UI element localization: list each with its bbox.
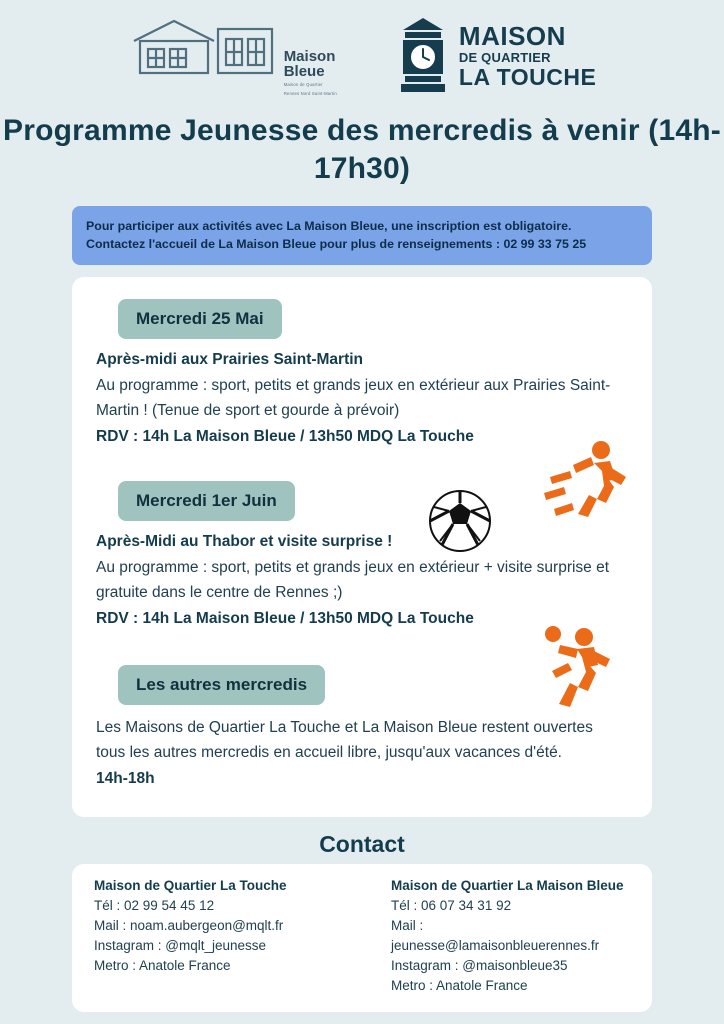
contact-2-tel: Tél : 06 07 34 31 92 bbox=[391, 898, 512, 913]
section-2-heading: Après-Midi au Thabor et visite surprise ! bbox=[96, 533, 393, 550]
section-1-body: Au programme : sport, petits et grands jeux en extérieur aux Prairies Saint-Martin ! (Tenue de sport et gourde à prévoir) bbox=[96, 377, 611, 419]
section-1-pill: Mercredi 25 Mai bbox=[118, 299, 282, 339]
maison-bleue-sub1: Maison de Quartier bbox=[283, 82, 323, 87]
section-1-rdv: RDV : 14h La Maison Bleue / 13h50 MDQ La Touche bbox=[96, 428, 474, 445]
section-3-body: Les Maisons de Quartier La Touche et La Maison Bleue restent ouvertes tous les autres mercredis en accueil libre, jusqu'aux vacances d'été. bbox=[96, 719, 593, 761]
section-2-pill: Mercredi 1er Juin bbox=[118, 481, 295, 521]
contact-1-instagram: Instagram : @mqlt_jeunesse bbox=[94, 938, 267, 953]
handball-player-icon bbox=[540, 625, 616, 711]
section-mercredi-25-mai bbox=[96, 295, 628, 449]
logo-maison-de-quartier-la-touche bbox=[397, 16, 596, 96]
programme-card bbox=[72, 277, 652, 817]
page-title: Programme Jeunesse des mercredis à venir (14h-17h30) bbox=[3, 114, 721, 185]
maison-bleue-wordmark bbox=[284, 49, 337, 97]
contact-2-mail: Mail : jeunesse@lamaisonbleuerennes.fr bbox=[391, 918, 600, 953]
section-2-rdv: RDV : 14h La Maison Bleue / 13h50 MDQ La Touche bbox=[96, 610, 474, 627]
registration-notice bbox=[72, 206, 652, 265]
logo-maison-bleue bbox=[128, 15, 337, 97]
clock-tower-icon bbox=[397, 16, 449, 96]
contact-1-mail: Mail : noam.aubergeon@mqlt.fr bbox=[94, 918, 284, 933]
contact-2-instagram: Instagram : @maisonbleue35 bbox=[391, 958, 568, 973]
notice-line-2: Contactez l'accueil de La Maison Bleue pour plus de renseignements : 02 99 33 75 25 bbox=[86, 237, 587, 251]
maison-bleue-line1: Maison bbox=[283, 48, 336, 65]
section-3-hours: 14h-18h bbox=[96, 770, 155, 787]
contact-column-maison-bleue bbox=[391, 878, 630, 996]
maison-bleue-line2: Bleue bbox=[283, 63, 325, 80]
mdq-line2: DE QUARTIER bbox=[458, 50, 551, 65]
runner-icon bbox=[544, 437, 630, 533]
contact-1-name: Maison de Quartier La Touche bbox=[94, 878, 287, 893]
contact-column-la-touche bbox=[94, 878, 333, 996]
section-3-pill: Les autres mercredis bbox=[118, 665, 325, 705]
contact-2-name: Maison de Quartier La Maison Bleue bbox=[391, 878, 624, 893]
contact-title: Contact bbox=[319, 831, 405, 857]
section-1-heading: Après-midi aux Prairies Saint-Martin bbox=[96, 351, 364, 368]
contact-card bbox=[72, 864, 652, 1012]
mdq-line3: LA TOUCHE bbox=[458, 64, 597, 90]
maison-bleue-sub2: Rennes Nord Saint-Martin bbox=[283, 91, 337, 96]
header-logos bbox=[0, 0, 724, 104]
notice-line-1: Pour participer aux activités avec La Maison Bleue, une inscription est obligatoire. bbox=[86, 219, 572, 233]
mdq-wordmark bbox=[459, 23, 596, 89]
section-2-body: Au programme : sport, petits et grands jeux en extérieur + visite surprise et gratuite dans le centre de Rennes ;) bbox=[96, 559, 610, 601]
contact-1-tel: Tél : 02 99 54 45 12 bbox=[94, 898, 215, 913]
soccer-ball-icon bbox=[428, 489, 492, 553]
contact-2-metro: Metro : Anatole France bbox=[391, 978, 528, 993]
mdq-line1: MAISON bbox=[458, 21, 566, 51]
contact-1-metro: Metro : Anatole France bbox=[94, 958, 231, 973]
maison-bleue-building-icon bbox=[128, 15, 278, 77]
